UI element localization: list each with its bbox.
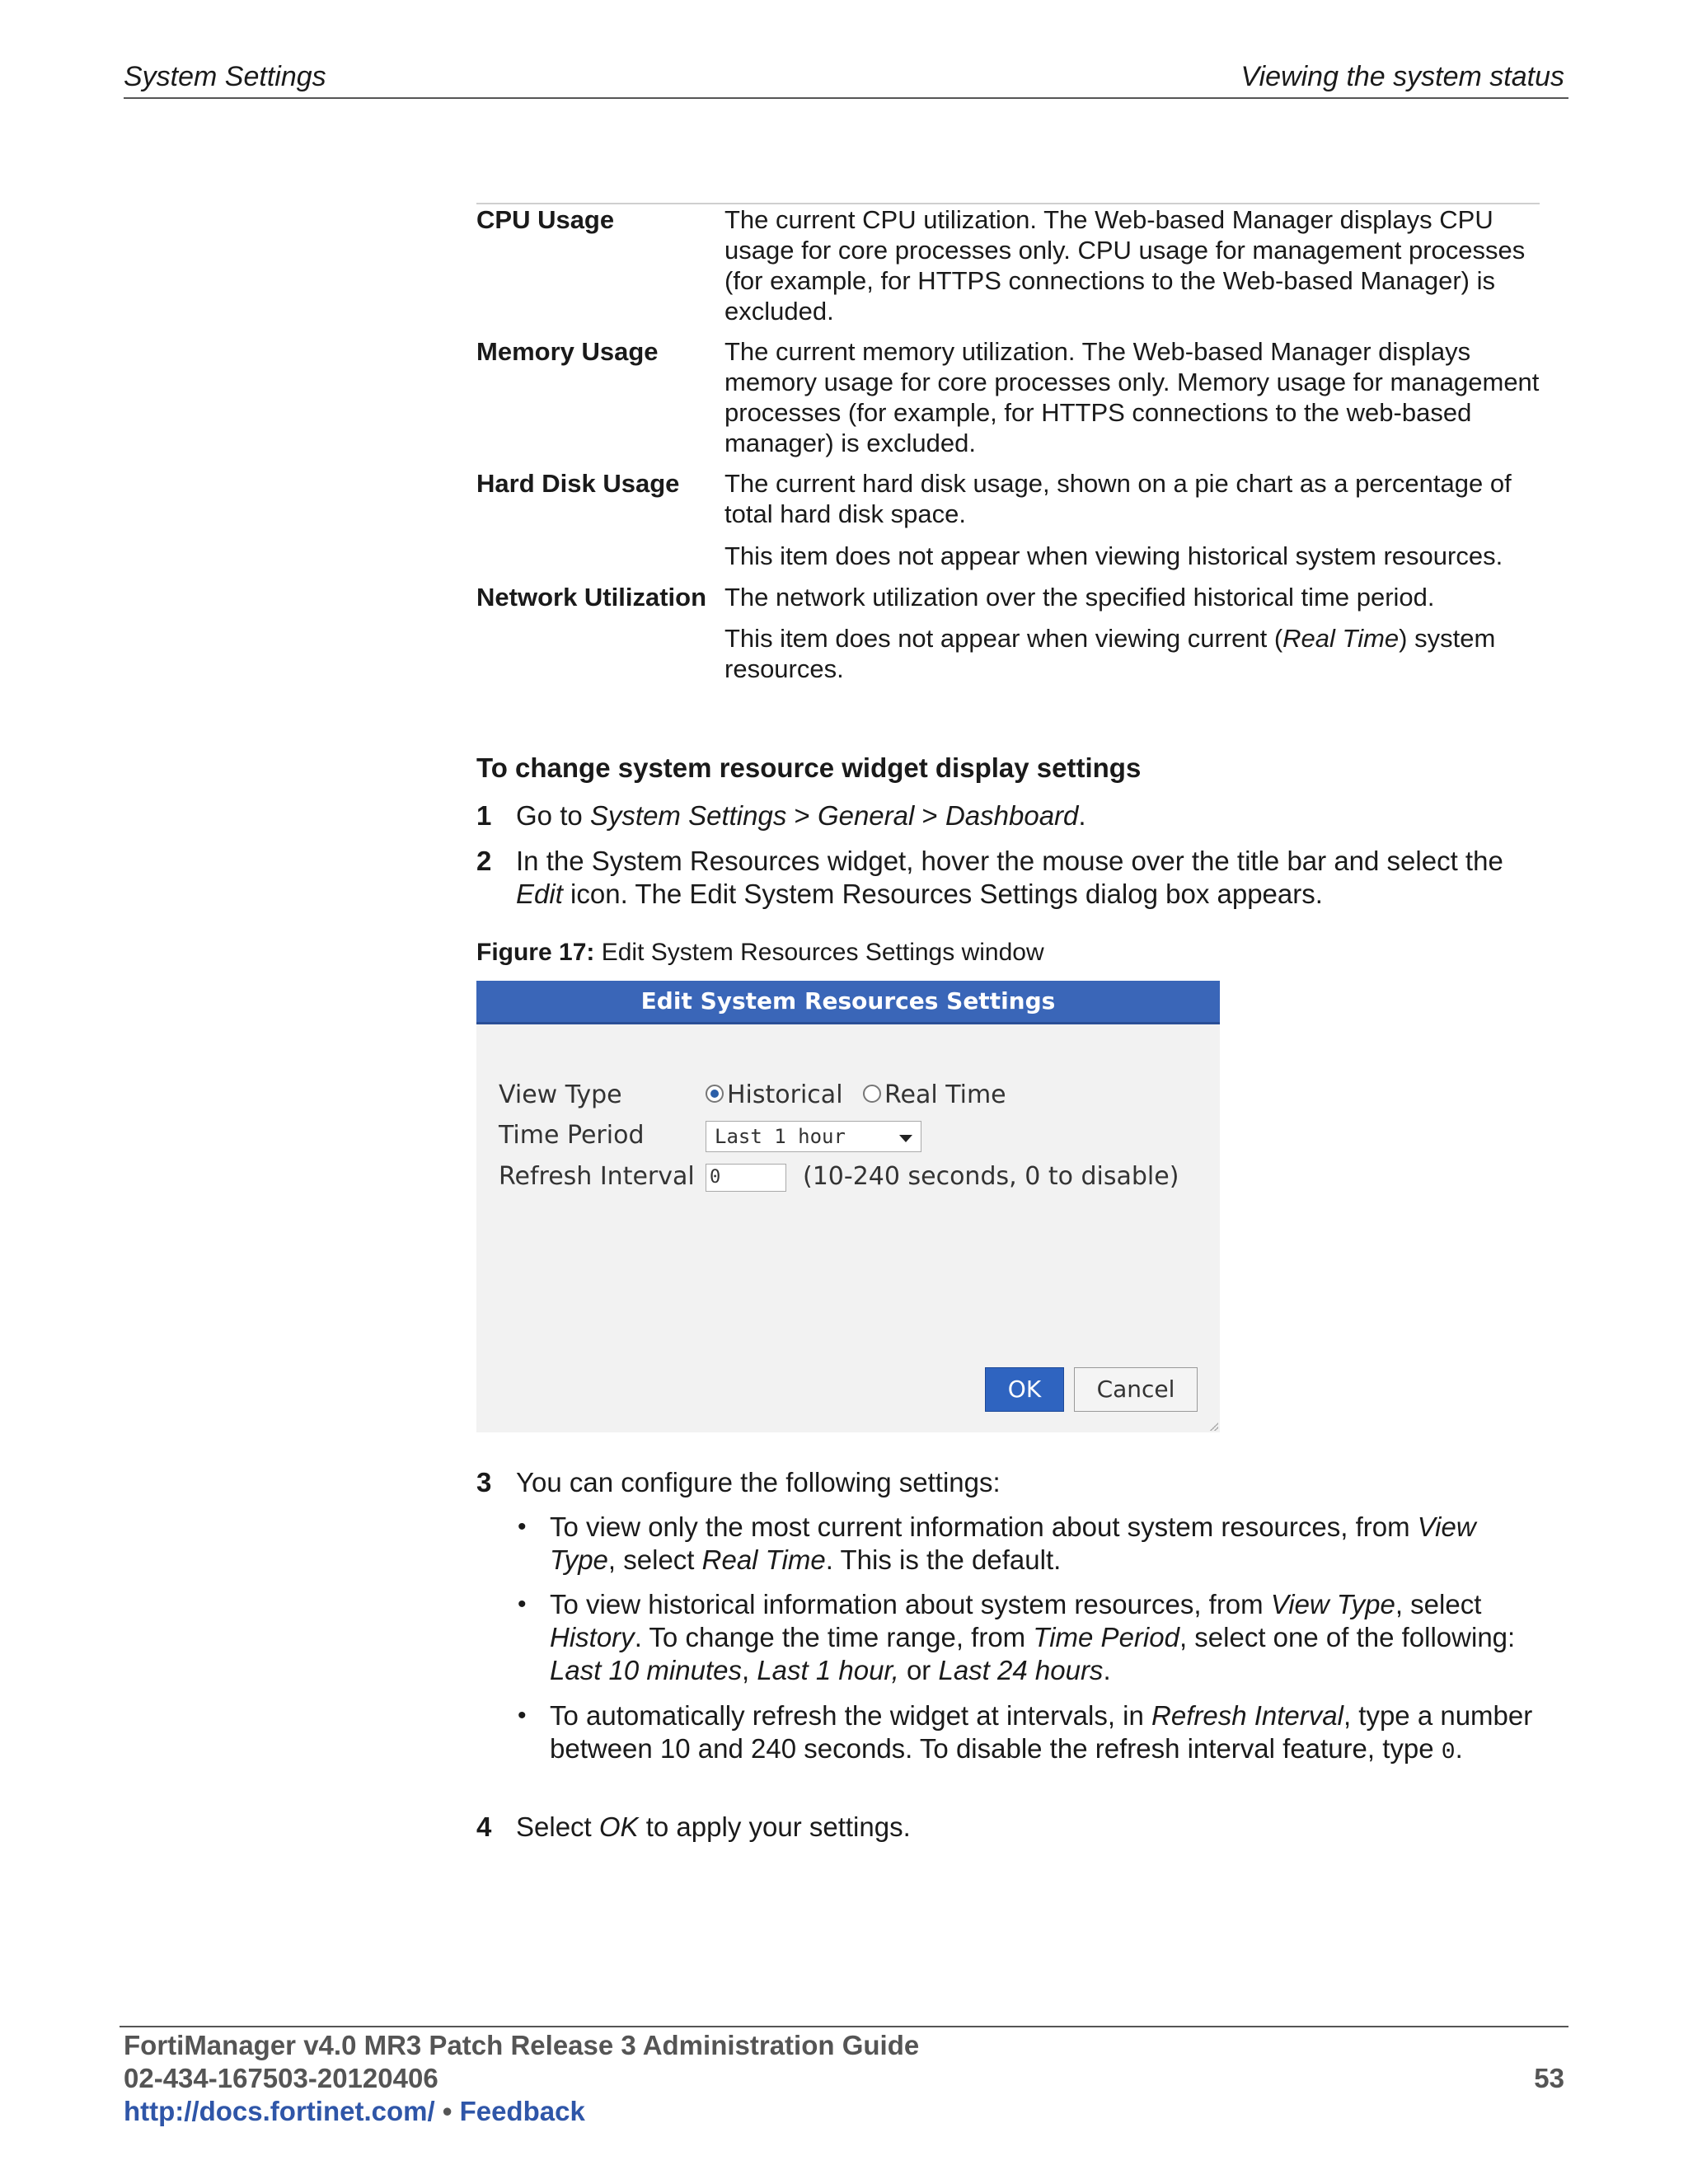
historical-radio[interactable] (706, 1085, 724, 1103)
docs-link[interactable]: http://docs.fortinet.com/ (124, 2096, 435, 2126)
historical-radio-label[interactable]: Historical (727, 1080, 843, 1109)
step-text: In the System Resources widget, hover the mouse over the title bar and select the Edit icon. The Edit System Resources Settings dialog box appears. (516, 846, 1503, 909)
footer-links (124, 2096, 585, 2127)
edit-system-resources-dialog (476, 981, 1220, 1432)
term-network-utilization: Network Utilization (476, 583, 707, 612)
bullet-text: To view historical information about system resources, from View Type, select History. To change the time range, from Time Period, select one of the following: Last 10 minutes, Last 1 hour, or Last 24 hours. (550, 1589, 1516, 1685)
term-cpu-usage: CPU Usage (476, 205, 615, 234)
dialog-title-bar: Edit System Resources Settings (476, 981, 1220, 1024)
realtime-radio-label[interactable]: Real Time (884, 1080, 1006, 1109)
step-number: 4 (476, 1811, 492, 1842)
desc-memory-usage: The current memory utilization. The Web-based Manager displays memory usage for core processes only. Memory usage for management processes (for example, for HTTPS connections to the web-based manager) is excluded. (724, 337, 1540, 457)
step-number: 2 (476, 846, 492, 876)
figure-caption: Figure 17: Edit System Resources Settings window (476, 939, 1044, 966)
term-memory-usage: Memory Usage (476, 337, 659, 366)
bullet-text: To automatically refresh the widget at intervals, in Refresh Interval, type a number between 10 and 240 seconds. To disable the refresh interval feature, type 0. (550, 1700, 1533, 1765)
step-number: 3 (476, 1467, 492, 1497)
footer-separator: • (442, 2096, 452, 2126)
view-type-label: View Type (499, 1080, 622, 1109)
cancel-button[interactable]: Cancel (1074, 1367, 1198, 1412)
bullet-icon: • (518, 1591, 527, 1618)
ok-button[interactable]: OK (985, 1367, 1064, 1412)
resize-grip-icon[interactable] (1210, 1422, 1218, 1431)
refresh-interval-label: Refresh Interval (499, 1162, 695, 1191)
step-text: You can configure the following settings: (516, 1467, 1001, 1497)
footer-guide-title: FortiManager v4.0 MR3 Patch Release 3 Administration Guide (124, 2030, 920, 2060)
header-section-title: System Settings (124, 61, 326, 92)
feedback-link[interactable]: Feedback (459, 2096, 585, 2126)
bullet-icon: • (518, 1513, 527, 1540)
footer-divider (120, 2026, 1568, 2027)
header-topic-title: Viewing the system status (1240, 61, 1564, 92)
refresh-interval-hint: (10-240 seconds, 0 to disable) (803, 1162, 1179, 1191)
term-hard-disk-usage: Hard Disk Usage (476, 469, 680, 498)
desc-network-utilization: The network utilization over the specified historical time period. (724, 583, 1435, 612)
realtime-radio[interactable] (863, 1085, 881, 1103)
step-number: 1 (476, 800, 492, 831)
desc-network-utilization-note: This item does not appear when viewing current (Real Time) system resources. (724, 624, 1496, 683)
desc-hard-disk-usage: The current hard disk usage, shown on a pie chart as a percentage of total hard disk space. (724, 469, 1512, 528)
page-number: 53 (1534, 2063, 1564, 2093)
bullet-text: To view only the most current information about system resources, from View Type, select Real Time. This is the default. (550, 1511, 1476, 1575)
bullet-icon: • (518, 1702, 527, 1729)
footer-doc-id: 02-434-167503-20120406 (124, 2063, 438, 2093)
procedure-title: To change system resource widget display settings (476, 752, 1142, 783)
header-divider (124, 97, 1568, 99)
time-period-value: Last 1 hour (715, 1125, 846, 1148)
step-text: Select OK to apply your settings. (516, 1811, 911, 1842)
time-period-select[interactable] (706, 1121, 921, 1152)
step-text: Go to System Settings > General > Dashboard. (516, 800, 1086, 831)
time-period-label: Time Period (499, 1121, 645, 1150)
chevron-down-icon (899, 1135, 912, 1142)
desc-cpu-usage: The current CPU utilization. The Web-based Manager displays CPU usage for core processes only. CPU usage for management processes (for example, for HTTPS connections to the Web-based Manager) is excluded. (724, 205, 1526, 326)
refresh-interval-input[interactable]: 0 (706, 1164, 786, 1192)
desc-hard-disk-usage-note: This item does not appear when viewing historical system resources. (724, 541, 1503, 570)
